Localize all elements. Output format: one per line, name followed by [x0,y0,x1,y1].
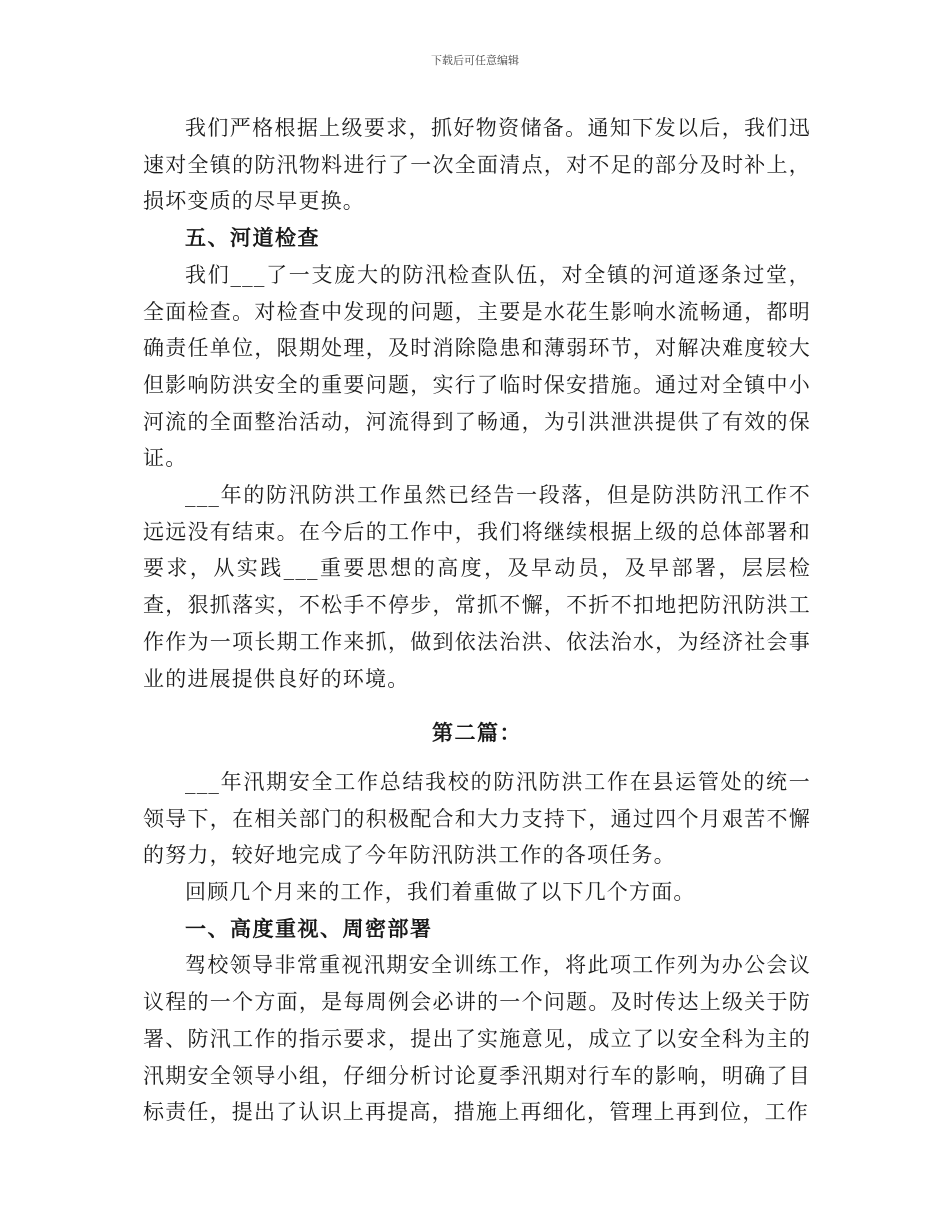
section-heading-deployment: 一、高度重视、周密部署 [185,916,433,941]
paragraph-summary-intro: ___年汛期安全工作总结我校的防汛防洪工作在县运管处的统一领导下，在相关部门的积极配合和大力支持下，通过四个月艰苦不懈的努力，较好地完成了今年防汛防洪工作的各项任务。 [143,769,811,868]
section-heading-river-inspection: 五、河道检查 [185,226,320,251]
paragraph-materials: 我们严格根据上级要求，抓好物资储备。通知下发以后，我们迅速对全镇的防汛物料进行了一次全面清点，对不足的部分及时补上，损坏变质的尽早更换。 [143,116,811,214]
page-header: 下载后可任意编辑 [431,54,519,67]
paragraph-river-inspection: 我们___了一支庞大的防汛检查队伍，对全镇的河道逐条过堂，全面检查。对检查中发现的问题，主要是水花生影响水流畅通，都明确责任单位，限期处理，及时消除隐患和薄弱环节，对解决难度较大但影响防洪安全的重要问题，实行了临时保安措施。通过对全镇中小河流的全面整治活动，河流得到了畅通，为引洪泄洪提供了有效的保证。 [143,262,811,471]
document-body [143,110,811,1131]
part-two-title: 第二篇： [432,721,522,746]
paragraph-review: 回顾几个月来的工作，我们着重做了以下几个方面。 [185,880,696,905]
paragraph-conclusion: ___年的防汛防洪工作虽然已经告一段落，但是防洪防汛工作不远远没有结束。在今后的工作中，我们将继续根据上级的总体部署和要求，从实践___重要思想的高度，及早动员，及早部署，层层检查，狠抓落实，不松手不停步，常抓不懈，不折不扣地把防汛防洪工作作为一项长期工作来抓，做到依法治洪、依法治水，为经济社会事业的进展提供良好的环境。 [143,483,811,691]
paragraph-leadership: 驾校领导非常重视汛期安全训练工作，将此项工作列为办公会议议程的一个方面，是每周例会必讲的一个问题。及时传达上级关于防署、防汛工作的指示要求，提出了实施意见，成立了以安全科为主的汛期安全领导小组，仔细分析讨论夏季汛期对行车的影响，明确了目标责任，提出了认识上再提高，措施上再细化，管理上再到位，工作 [143,953,811,1125]
